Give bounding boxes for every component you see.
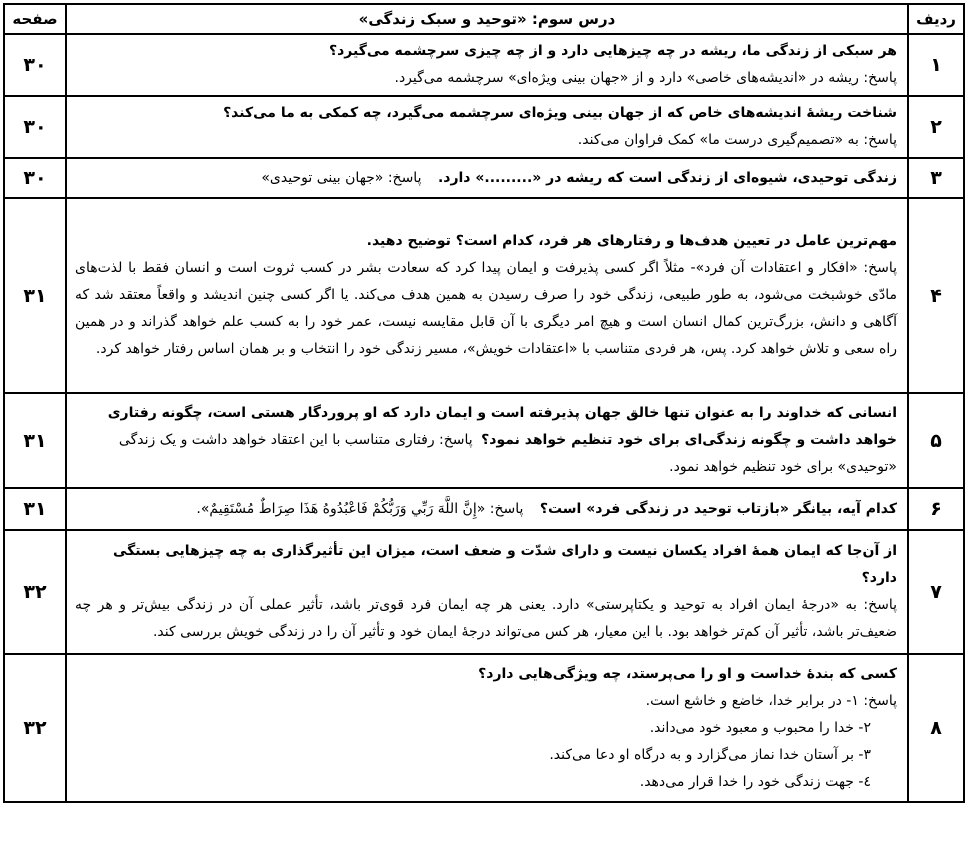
page-number: ۳۰ [4,96,66,158]
answer-list-item: ۲- خدا را محبوب و معبود خود می‌داند. [649,719,871,736]
answer-list-item: ٤- جهت زندگی خود را خدا قرار می‌دهد. [639,773,871,790]
question-text: کسی که بندهٔ خداست و او را می‌پرستد، چه ویژگی‌هایی دارد؟ [478,665,897,682]
page-number: ۳۱ [4,393,66,488]
table-row [4,96,964,158]
table-row [4,530,964,654]
row-number: ۸ [908,654,964,802]
row-content [66,96,908,158]
row-number: ۳ [908,158,964,198]
row-number: ۴ [908,198,964,393]
page-number: ۳۱ [4,198,66,393]
row-number: ۱ [908,34,964,96]
table-row [4,393,964,488]
table-row [4,158,964,198]
table-row [4,198,964,393]
answer-text: پاسخ: به «درجهٔ ایمان افراد به توحید و یکتاپرستی» دارد. یعنی هر چه ایمان فرد قوی‌تر باشد، تأثیر عملی آن در زندگی بیش‌تر و هر چه ضعیف‌تر باشد، تأثیر آن کم‌تر خواهد بود. با این معیار، هر کس می‌تواند درجهٔ ایمان خود و تأثیر آن را در زندگی خویش بررسی کند. [75,597,897,640]
question-text: هر سبکی از زندگی ما، ریشه در چه چیزهایی دارد و از چه چیزی سرچشمه می‌گیرد؟ [328,43,897,59]
answer-text: پاسخ: ریشه در «اندیشه‌های خاصی» دارد و از «جهان بینی ویژه‌ای» سرچشمه می‌گیرد. [394,70,897,86]
answer-text: پاسخ: رفتاری متناسب با این اعتقاد خواهد داشت و یک زندگی «توحیدی» برای خود تنظیم خواهد نمود. [118,432,897,475]
table-row [4,654,964,802]
row-content [66,393,908,488]
row-content [66,198,908,393]
row-number: ۶ [908,488,964,530]
row-content [66,34,908,96]
row-content [66,158,908,198]
row-number: ۷ [908,530,964,654]
answer-text: پاسخ: «افکار و اعتقادات آن فرد»- مثلاً اگر کسی پذیرفت و ایمان پیدا کرد که سعادت بشر در کسب ثروت است و انسان فقط با لذت‌های مادّی خوشبخت می‌شود، به طور طبیعی، زندگی خود را صرف رسیدن به همین هدف می‌کند. یا اگر کسی چنین اندیشد و واقعاً معتقد شد که آگاهی و دانش، بزرگ‌ترین کمال انسان است و هیچ امر دیگری با آن قابل مقایسه نیست، عمر خود را به کسب علم خواهد گذراند و در همین راه سعی و تلاش خواهد کرد. پس، هر فردی متناسب با «اعتقادات خویش»، مسیر زندگی خود را انتخاب و بر همان اساس رفتار خواهد کرد. [75,260,897,357]
page-number: ۳۱ [4,488,66,530]
table-row [4,34,964,96]
answer-text: پاسخ: به «تصمیم‌گیری درست ما» کمک فراوان می‌کند. [577,132,897,148]
question-text: از آن‌جا که ایمان همهٔ افراد یکسان نیست و دارای شدّت و ضعف است، میزان این تأثیرگذاری به چه چیزهایی بستگی دارد؟ [112,543,897,586]
header-page-label: صفحه [4,4,66,34]
page-number: ۳۲ [4,654,66,802]
qa-table [3,3,965,803]
header-title: درس سوم: «توحید و سبک زندگی» [66,4,908,34]
row-number: ۲ [908,96,964,158]
row-content [66,488,908,530]
row-content [66,654,908,802]
question-text: زندگی توحیدی، شیوه‌ای از زندگی است که ریشه در «.........» دارد. [437,169,897,186]
table-header-row [4,4,964,34]
table-row [4,488,964,530]
answer-list-item: ۳- بر آستان خدا نماز می‌گزارد و به درگاه او دعا می‌کند. [549,746,871,763]
header-row-label: ردیف [908,4,964,34]
row-content [66,530,908,654]
question-text: شناخت ریشهٔ اندیشه‌های خاص که از جهان بینی ویژه‌ای سرچشمه می‌گیرد، چه کمکی به ما می‌کند؟ [223,105,897,121]
page-number: ۳۲ [4,530,66,654]
row-number: ۵ [908,393,964,488]
question-text: کدام آیه، بیانگر «بازتاب توحید در زندگی فرد» است؟ [539,500,897,517]
answer-text: پاسخ: «جهان بینی توحیدی» [261,169,422,186]
lesson-qa-sheet [3,3,965,803]
question-text: مهم‌ترین عامل در تعیین هدف‌ها و رفتارهای هر فرد، کدام است؟ توضیح دهید. [366,233,897,249]
answer-text: پاسخ: «إِنَّ اللَّهَ رَبِّي وَرَبُّكُمْ فَاعْبُدُوهُ هَذَا صِرَاطٌ مُسْتَقِيمٌ». [196,500,524,517]
page-number: ۳۰ [4,158,66,198]
answer-text: پاسخ: ۱- در برابر خدا، خاضع و خاشع است. [645,692,897,709]
question-text: انسانی که خداوند را به عنوان تنها خالق جهان پذیرفته است و ایمان دارد که او پروردگار هستی است، چگونه رفتاری خواهد داشت و چگونه زندگی‌ای برای خود تنظیم خواهد نمود؟ [107,405,897,448]
page-number: ۳۰ [4,34,66,96]
